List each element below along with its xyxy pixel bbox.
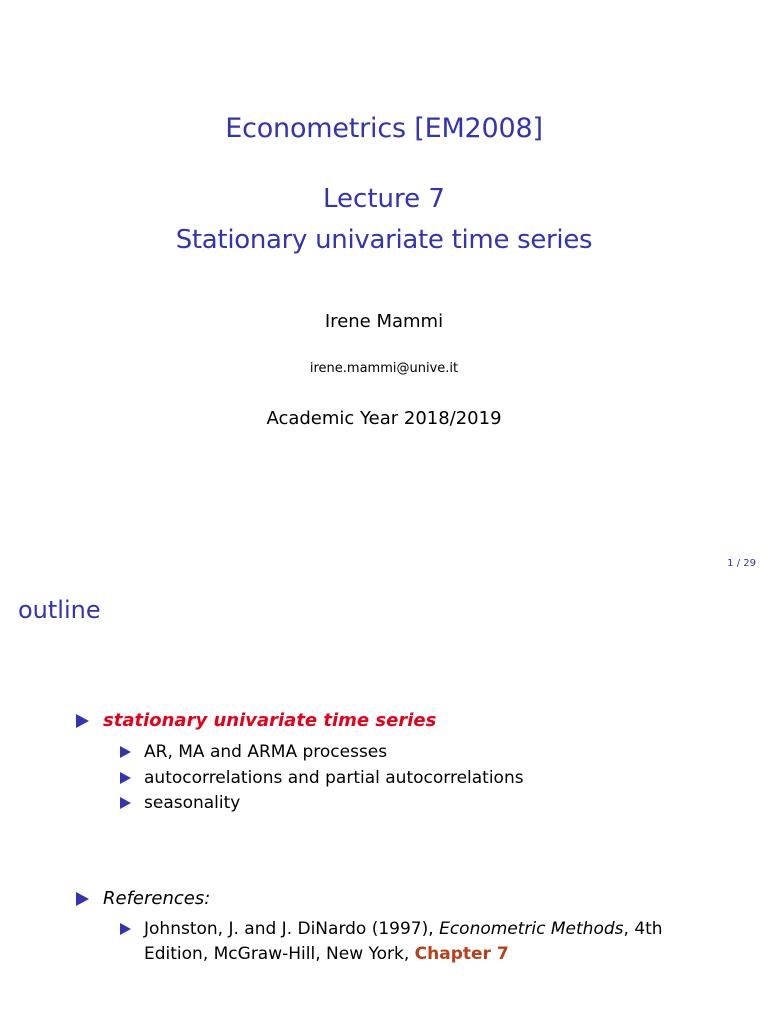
lecture-number: Lecture 7 (323, 184, 445, 214)
subtopic-text: seasonality (144, 793, 241, 813)
reference-edition: , 4th (623, 919, 663, 939)
right-triangle-icon (120, 746, 131, 758)
reference-publisher: Edition, McGraw-Hill, New York, (144, 944, 415, 964)
right-triangle-icon (76, 714, 89, 728)
academic-year: Academic Year 2018/2019 (266, 408, 502, 429)
outline-slide (0, 578, 768, 1024)
frame-title: outline (18, 596, 101, 624)
right-triangle-icon (120, 923, 131, 935)
reference-authors: Johnston, J. and J. DiNardo (1997), (144, 919, 440, 939)
reference-chapter: Chapter 7 (414, 944, 509, 964)
right-triangle-icon (120, 797, 131, 809)
reference-line-1 (144, 919, 663, 939)
right-triangle-icon (76, 892, 89, 906)
author-name: Irene Mammi (324, 311, 444, 332)
references-label: References: (103, 888, 211, 909)
right-triangle-icon (120, 772, 131, 784)
main-topic-text: stationary univariate time series (103, 710, 437, 731)
presentation-title: Econometrics [EM2008] (225, 113, 543, 144)
subtopic-text: autocorrelations and partial autocorrelations (144, 768, 524, 788)
page-number: 1 / 29 (727, 558, 756, 569)
author-email: irene.mammi@unive.it (309, 361, 459, 376)
reference-line-2 (144, 944, 509, 964)
subtopic-text: AR, MA and ARMA processes (144, 742, 388, 762)
lecture-subtitle: Stationary univariate time series (175, 225, 593, 255)
reference-book-title: Econometric Methods (439, 919, 624, 939)
